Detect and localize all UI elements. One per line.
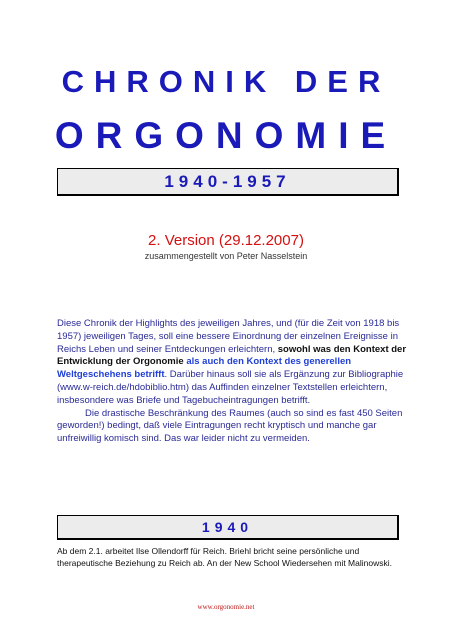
section-year-heading: 1940 bbox=[57, 515, 399, 540]
intro-paragraph-1 bbox=[57, 318, 407, 408]
author-credit: zusammengestellt von Peter Nasselstein bbox=[144, 251, 308, 261]
version-label: 2. Version (29.12.2007) bbox=[148, 232, 304, 249]
footer-url[interactable]: www.orgonomie.net bbox=[197, 603, 255, 611]
title-line-1: CHRONIK DER bbox=[61, 64, 391, 99]
section-entry-text: Ab dem 2.1. arbeitet Ilse Ollendorff für Reich. Briehl bricht seine persönliche und therapeutische Beziehung zu Reich ab. An der New School Wiedersehen mit Malinowski. bbox=[57, 546, 392, 568]
intro-p1-rest: . Darüber hinaus soll sie als Ergänzung zur Bibliographie (www.w-reich.de/hdobiblio.htm) das Auffinden einzelner Textstellen erleichtern, insbesondere was Briefe und Tagebucheintragungen betrifft. bbox=[57, 369, 404, 406]
intro-text bbox=[57, 318, 407, 446]
intro-paragraph-2: Die drastische Beschränkung des Raumes (auch so sind es fast 450 Seiten geworden!) bedingt, daß viele Eintragungen recht kryptisch und manche gar unfreiwillig komisch sind. Das war leider nicht zu vermeiden. bbox=[57, 407, 403, 445]
title-line-2: ORGONOMIE bbox=[54, 115, 398, 156]
period-box: 1940-1957 bbox=[57, 168, 399, 196]
intro-p1-bold: sowohl was den Kontext der Entwicklung der Orgonomie bbox=[57, 343, 407, 368]
intro-p1-highlight: als auch den Kontext des generellen Weltgeschehens betrifft bbox=[57, 356, 352, 381]
intro-p1-text: Diese Chronik der Highlights des jeweiligen Jahres, und (für die Zeit von 1918 bis 1957) jeweiligen Tages, soll eine bessere Einordnung der einzelnen Ereignisse in Reichs Leben und seiner Entdeckungen erleichtern, bbox=[57, 318, 400, 355]
